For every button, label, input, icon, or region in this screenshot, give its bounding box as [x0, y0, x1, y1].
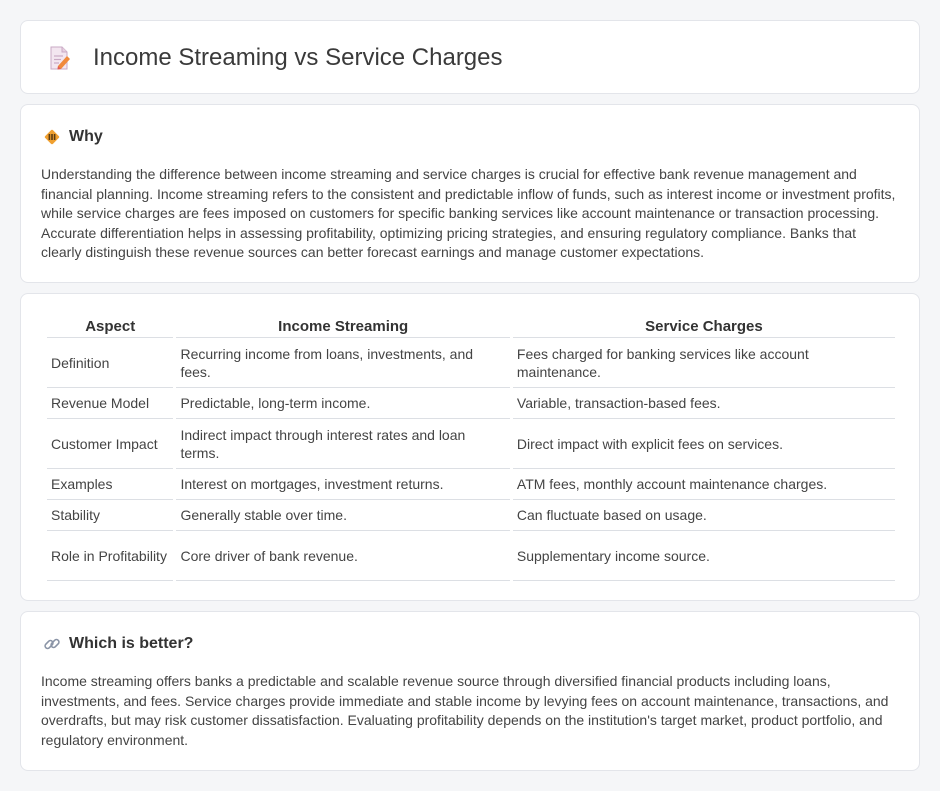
- link-icon: [43, 635, 61, 653]
- column-header-aspect: Aspect: [47, 316, 173, 338]
- cell-income-streaming: Generally stable over time.: [176, 500, 509, 531]
- better-body: Income streaming offers banks a predictable and scalable revenue source through diversified financial products including loans, investments, and fees. Service charges provide immediate and stable income by levying fees on account maintenance, transactions, and overdrafts, but may risk customer dissatisfaction. Evaluating profitability depends on the institution's target market, product portfolio, and regulatory environment.: [41, 673, 889, 748]
- table-row: [47, 469, 895, 500]
- cell-income-streaming: Recurring income from loans, investments, and fees.: [176, 338, 509, 388]
- table-row: [47, 500, 895, 531]
- better-heading: Which is better?: [69, 635, 194, 652]
- cell-service-charges: Variable, transaction-based fees.: [513, 388, 895, 419]
- cell-income-streaming: Interest on mortgages, investment returns.: [176, 469, 509, 500]
- column-header-service-charges: Service Charges: [513, 316, 895, 338]
- cell-aspect: Stability: [47, 500, 173, 531]
- cell-income-streaming: Core driver of bank revenue.: [176, 531, 509, 581]
- cell-income-streaming: Predictable, long-term income.: [176, 388, 509, 419]
- comparison-table: [44, 316, 898, 581]
- table-row: [47, 419, 895, 469]
- cell-service-charges: Direct impact with explicit fees on services.: [513, 419, 895, 469]
- why-heading: Why: [69, 128, 103, 145]
- cell-service-charges: Supplementary income source.: [513, 531, 895, 581]
- cell-aspect: Examples: [47, 469, 173, 500]
- cell-income-streaming: Indirect impact through interest rates and loan terms.: [176, 419, 509, 469]
- table-row: [47, 388, 895, 419]
- diamond-warning-icon: [43, 128, 61, 146]
- cell-service-charges: Can fluctuate based on usage.: [513, 500, 895, 531]
- comparison-section: [20, 293, 920, 601]
- table-row: [47, 338, 895, 388]
- why-heading-row: [43, 128, 103, 146]
- cell-service-charges: ATM fees, monthly account maintenance charges.: [513, 469, 895, 500]
- document-pencil-icon: [45, 44, 73, 72]
- cell-aspect: Customer Impact: [47, 419, 173, 469]
- cell-service-charges: Fees charged for banking services like account maintenance.: [513, 338, 895, 388]
- cell-aspect: Definition: [47, 338, 173, 388]
- cell-aspect: Role in Profitability: [47, 531, 173, 581]
- table-row: [47, 531, 895, 581]
- table-header-row: [47, 316, 895, 338]
- why-body: Understanding the difference between income streaming and service charges is crucial for effective bank revenue management and financial planning. Income streaming refers to the consistent and predictable inflow of funds, such as interest income or investment profits, while service charges are fees imposed on customers for specific banking services like account maintenance or transaction processing. Accurate differentiation helps in assessing profitability, optimizing pricing strategies, and ensuring regulatory compliance. Banks that clearly distinguish these revenue sources can better forecast earnings and manage customer expectations.: [41, 166, 896, 260]
- which-is-better-section: [20, 611, 920, 771]
- why-section: [20, 104, 920, 283]
- page-title-row: [45, 43, 503, 73]
- page-title: Income Streaming vs Service Charges: [93, 44, 503, 71]
- cell-aspect: Revenue Model: [47, 388, 173, 419]
- header-card: [20, 20, 920, 94]
- column-header-income-streaming: Income Streaming: [176, 316, 509, 338]
- better-heading-row: [43, 635, 193, 653]
